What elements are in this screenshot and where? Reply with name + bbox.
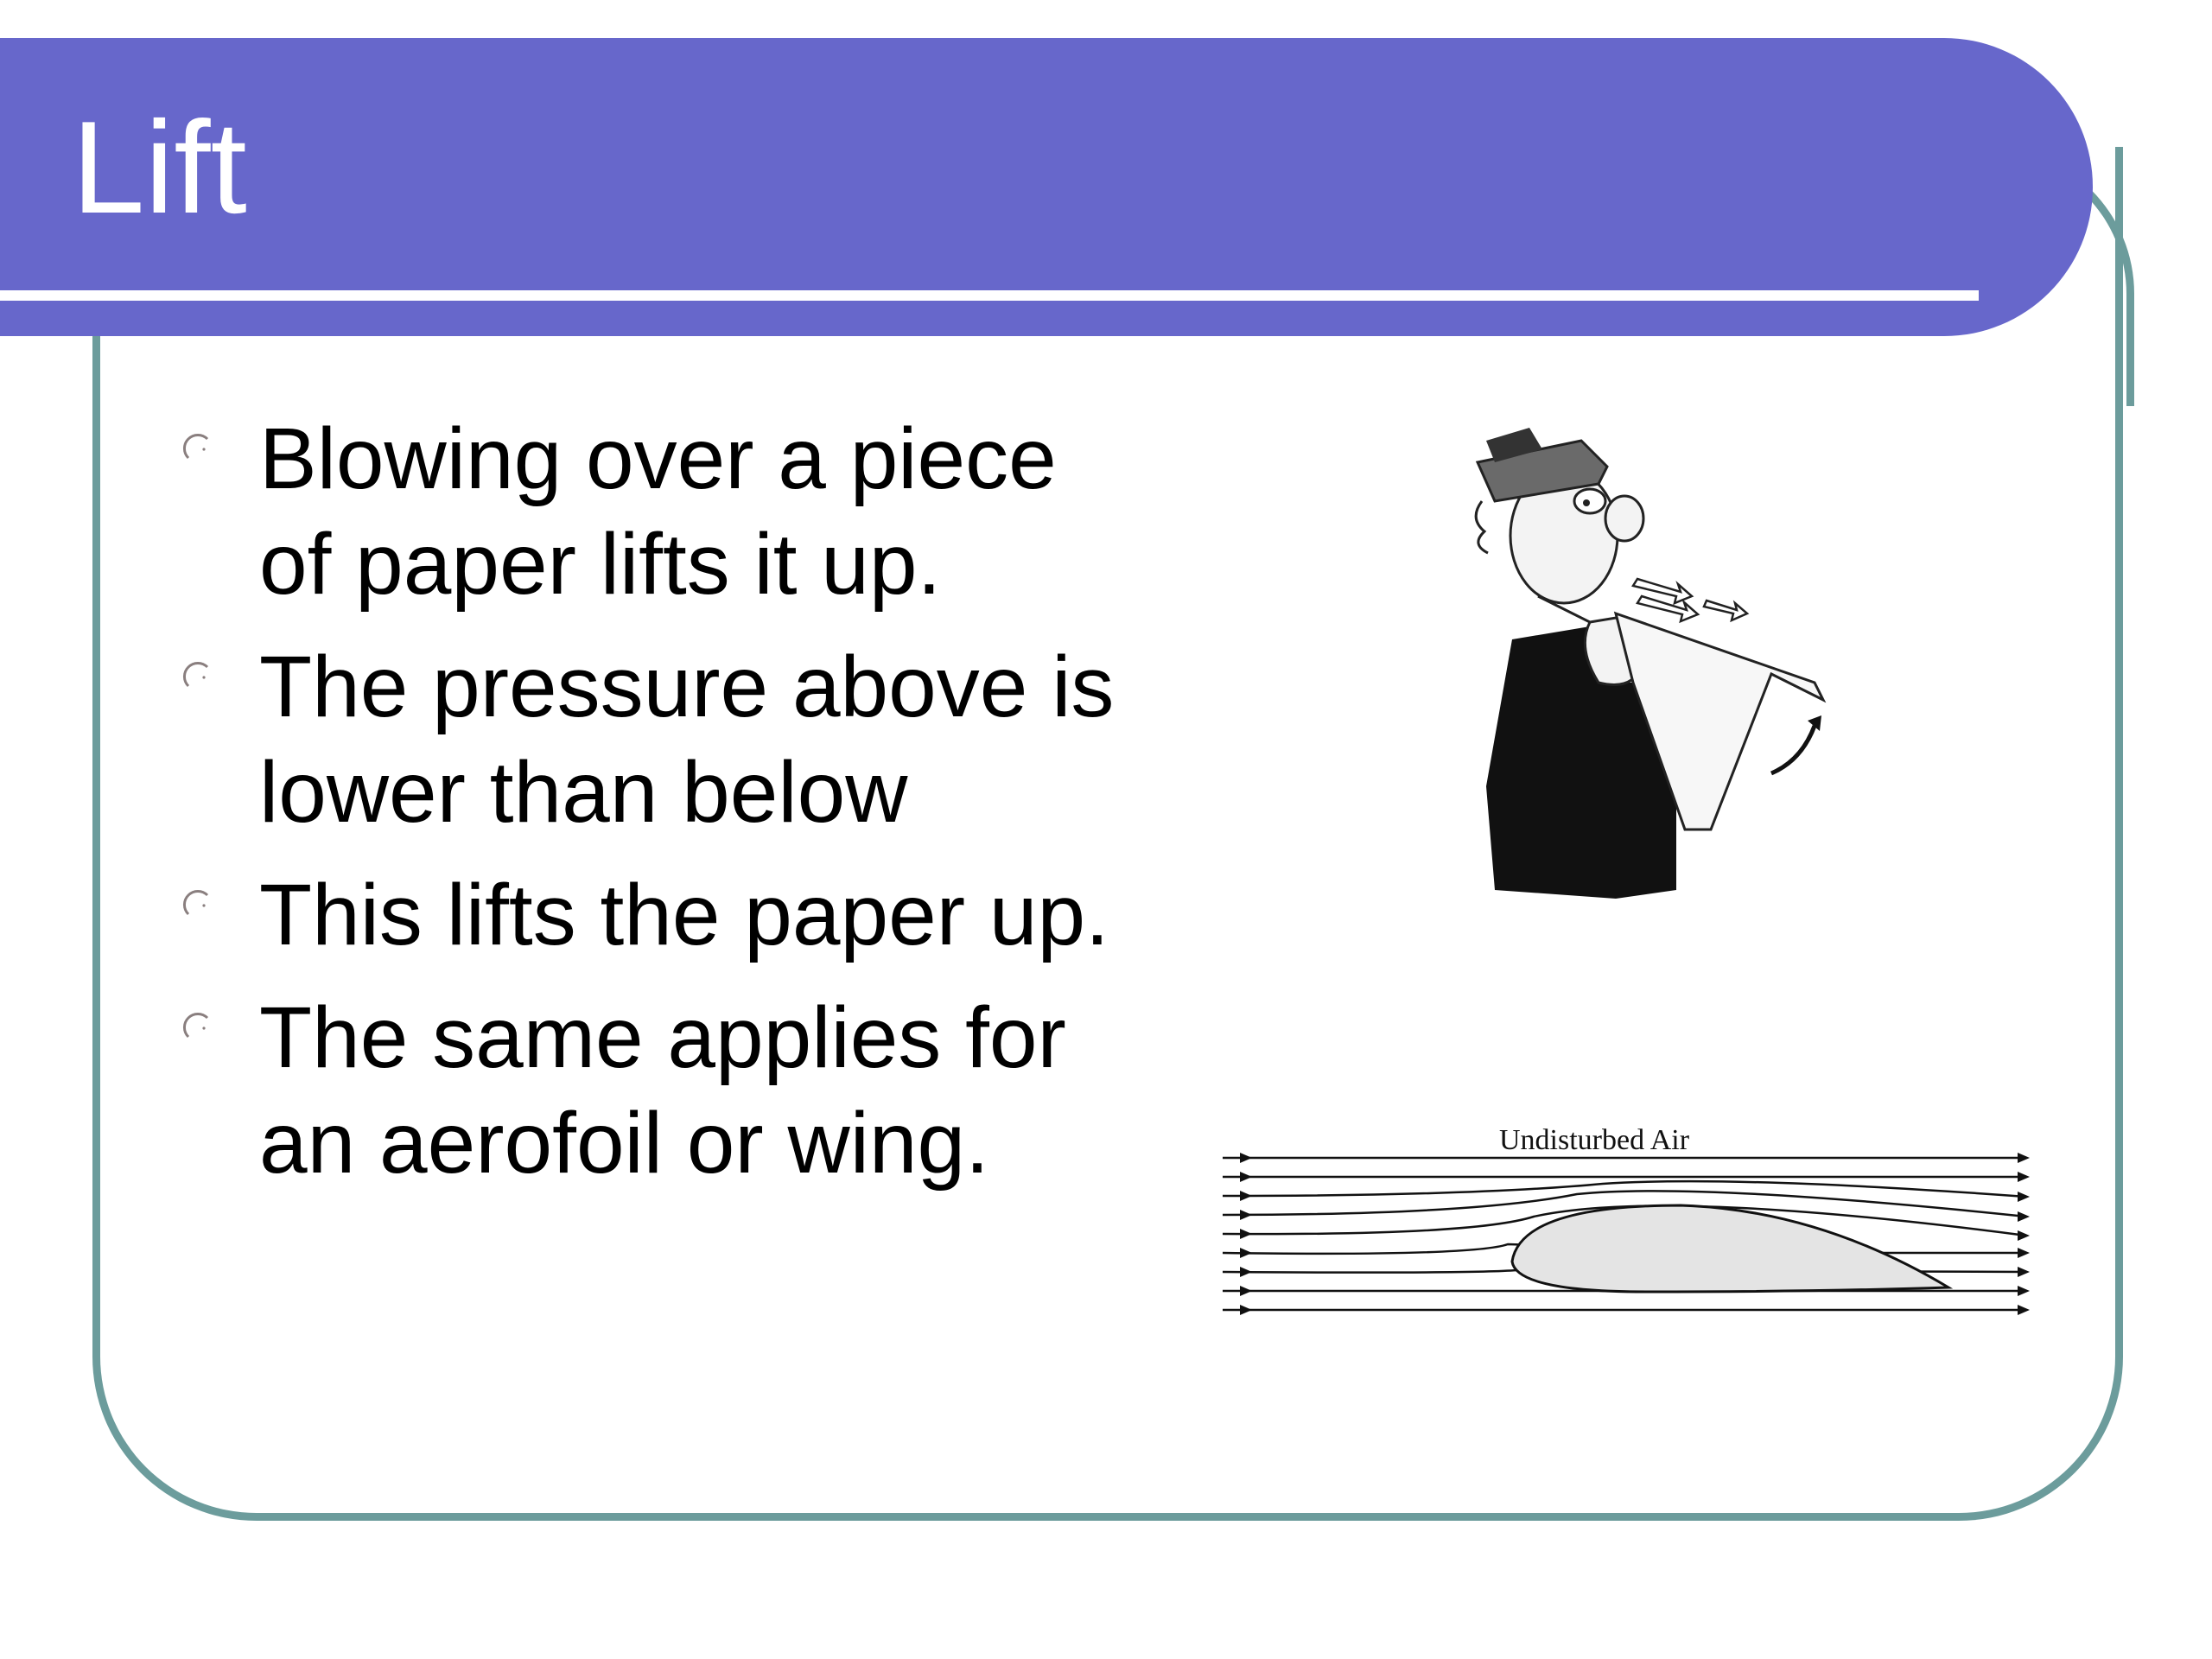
undisturbed-air-label: Undisturbed Air	[1499, 1124, 1690, 1156]
airfoil-streamline-diagram	[1214, 1115, 2044, 1331]
bullet-arc-icon	[181, 432, 213, 463]
bullet-arc-icon	[181, 1011, 213, 1042]
bullet-item	[173, 634, 1141, 845]
man-blowing-paper-illustration	[1460, 423, 1858, 907]
bullet-arc-icon	[181, 888, 213, 919]
slide-title: Lift	[72, 94, 247, 241]
title-underline	[0, 290, 1979, 301]
bullet-text: The pressure above is lower than below	[259, 639, 1115, 841]
bullet-text: The same applies for an aerofoil or wing.	[259, 989, 1066, 1192]
bullet-arc-icon	[181, 660, 213, 691]
bullet-list	[173, 406, 1141, 1213]
bullet-item	[173, 406, 1141, 617]
bullet-item	[173, 862, 1141, 968]
bullet-text: Blowing over a piece of paper lifts it up.	[259, 410, 1057, 613]
bullet-item	[173, 985, 1141, 1196]
bullet-text: This lifts the paper up.	[259, 867, 1109, 963]
